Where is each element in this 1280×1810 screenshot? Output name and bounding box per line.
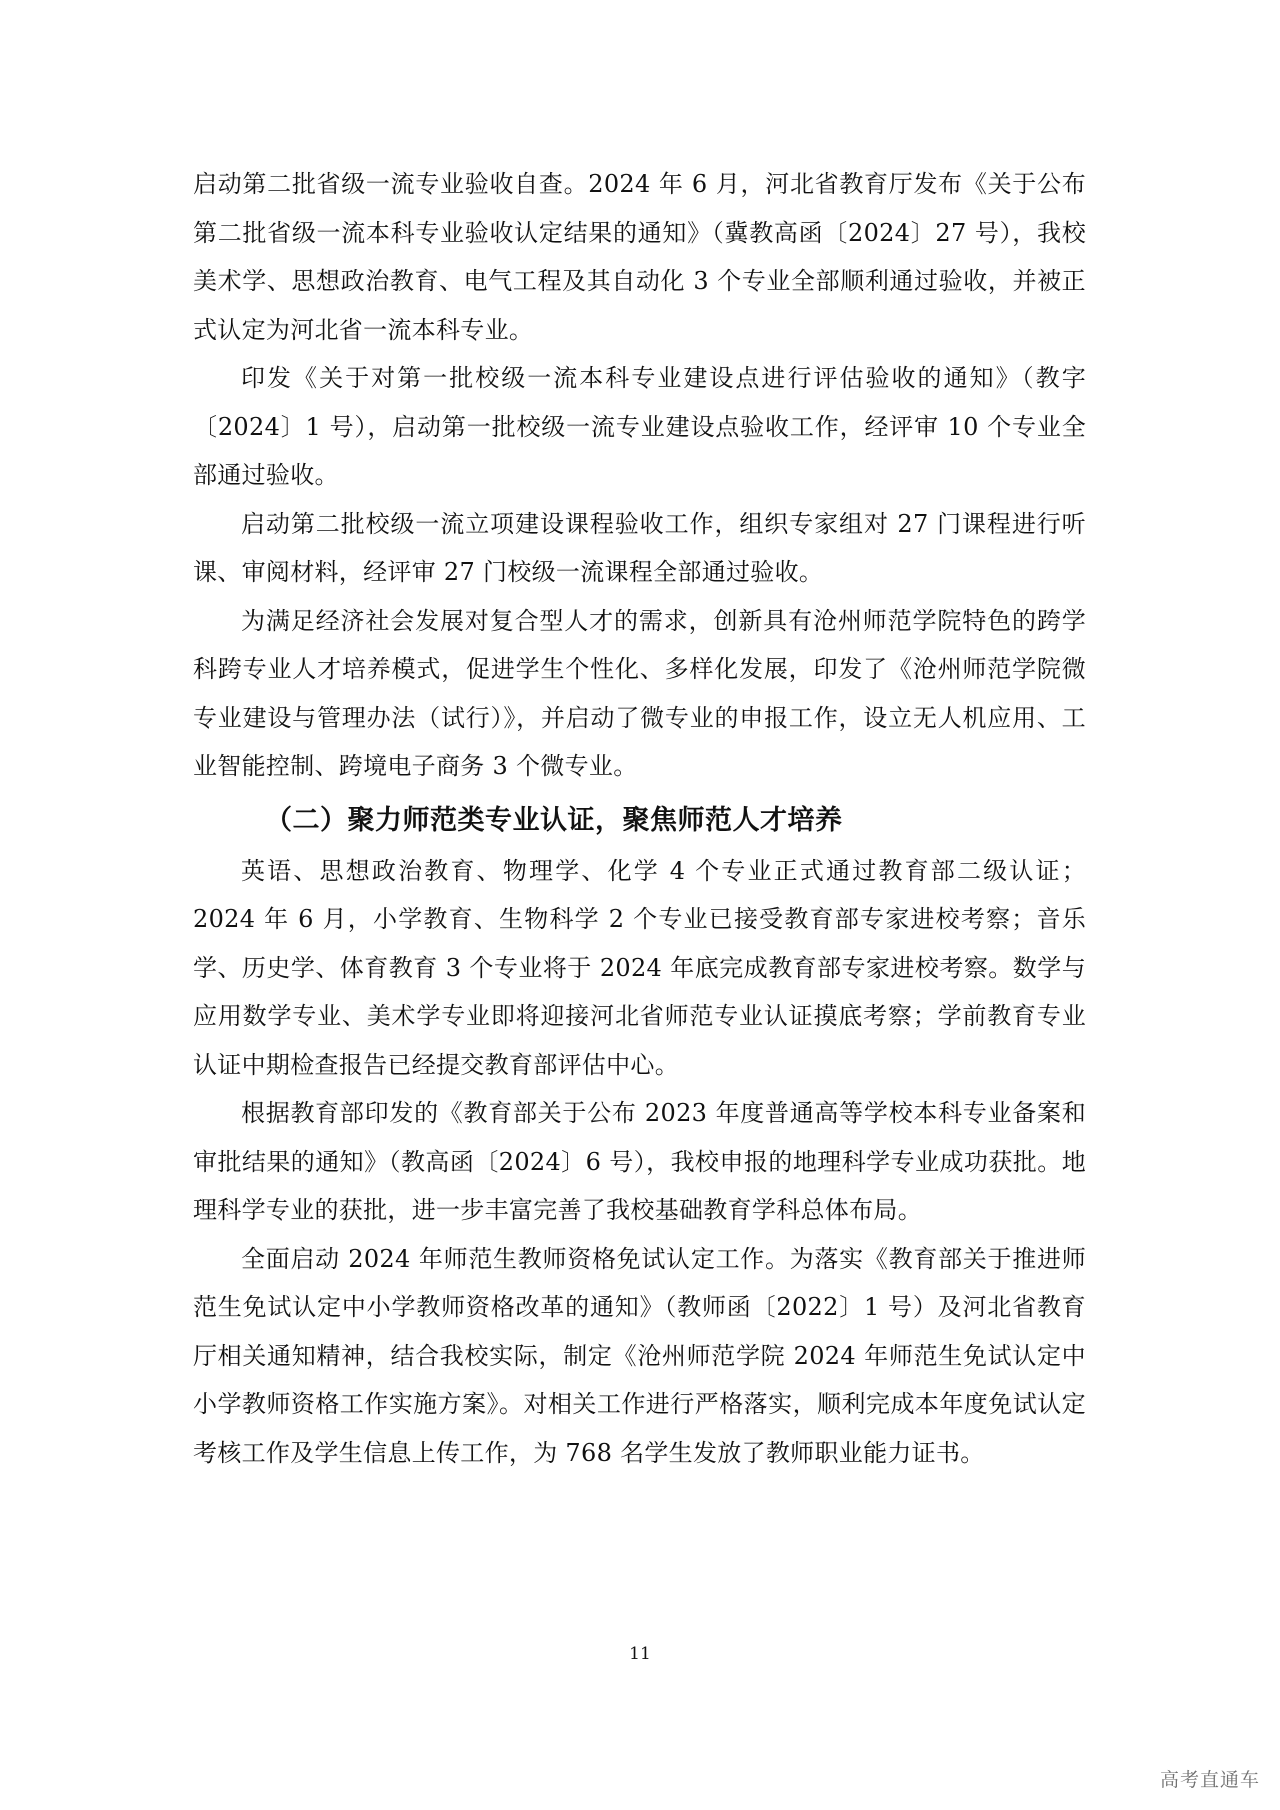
paragraph-5: 英语、思想政治教育、物理学、化学 4 个专业正式通过教育部二级认证；2024 年 6 月，小学教育、生物科学 2 个专业已接受教育部专家进校考察；音乐学、历史学、体育教育 3 个专业将于 2024 年底完成教育部专家进校考察。数学与应用数学专业、美术学专业即将迎接河北省师范专业认证摸底考察；学前教育专业认证中期检查报告已经提交教育部评估中心。 xyxy=(193,856,1086,1079)
paragraph-3: 启动第二批校级一流立项建设课程验收工作，组织专家组对 27 门课程进行听课、审阅材料，经评审 27 门校级一流课程全部通过验收。 xyxy=(193,509,1086,586)
section-heading: （二）聚力师范类专业认证，聚焦师范人才培养 xyxy=(265,804,843,836)
paragraph-4: 为满足经济社会发展对复合型人才的需求，创新具有沧州师范学院特色的跨学科跨专业人才培养模式，促进学生个性化、多样化发展，印发了《沧州师范学院微专业建设与管理办法（试行）》，并启动了微专业的申报工作，设立无人机应用、工业智能控制、跨境电子商务 3 个微专业。 xyxy=(193,606,1086,780)
paragraph-1: 启动第二批省级一流专业验收自查。2024 年 6 月，河北省教育厅发布《关于公布第二批省级一流本科专业验收认定结果的通知》（冀教高函〔2024〕27 号），我校美术学、思想政治教育、电气工程及其自动化 3 个专业全部顺利通过验收，并被正式认定为河北省一流本科专业。 xyxy=(193,170,1086,344)
paragraph-7: 全面启动 2024 年师范生教师资格免试认定工作。为落实《教育部关于推进师范生免试认定中小学教师资格改革的通知》（教师函〔2022〕1 号）及河北省教育厅相关通知精神，结合我校实际，制定《沧州师范学院 2024 年师范生免试认定中小学教师资格工作实施方案》。对相关工作进行严格落实，顺利完成本年度免试认定考核工作及学生信息上传工作，为 768 名学生发放了教师职业能力证书。 xyxy=(193,1244,1086,1467)
document-body xyxy=(193,160,1086,1477)
paragraph-6: 根据教育部印发的《教育部关于公布 2023 年度普通高等学校本科专业备案和审批结果的通知》（教高函〔2024〕6 号），我校申报的地理科学专业成功获批。地理科学专业的获批，进一步丰富完善了我校基础教育学科总体布局。 xyxy=(193,1099,1086,1224)
watermark-text: 高考直通车 xyxy=(1159,1769,1260,1791)
paragraph-2: 印发《关于对第一批校级一流本科专业建设点进行评估验收的通知》（教字〔2024〕1 号），启动第一批校级一流专业建设点验收工作，经评审 10 个专业全部通过验收。 xyxy=(193,364,1086,489)
page-number: 11 xyxy=(629,1644,651,1664)
